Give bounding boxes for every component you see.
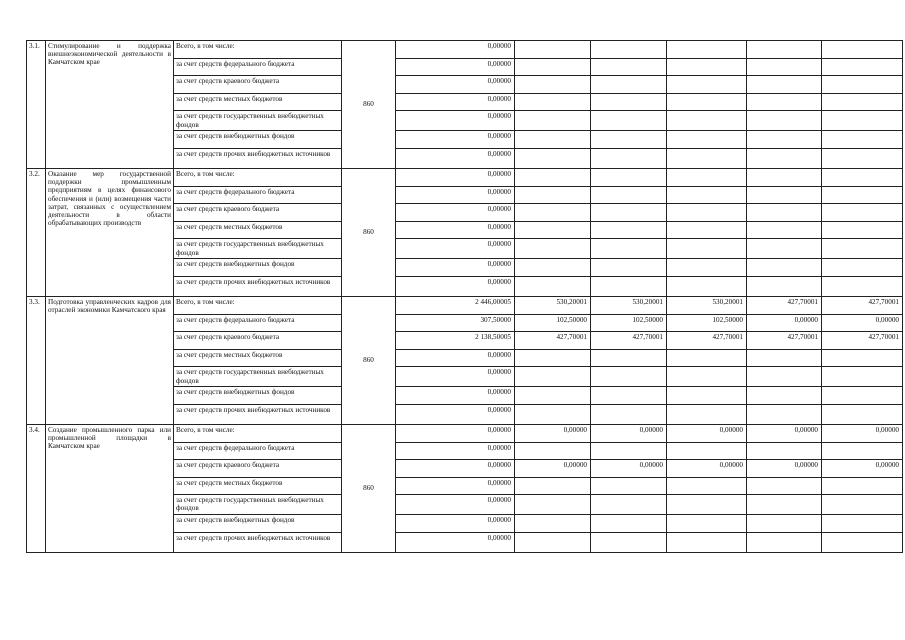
value-cell (515, 404, 591, 424)
value-cell: 0,00000 (396, 442, 515, 460)
value-cell (515, 186, 591, 204)
value-cell (591, 204, 667, 222)
funding-source: за счет средств краевого бюджета (174, 332, 342, 350)
value-cell (667, 168, 747, 186)
value-cell: 0,00000 (822, 424, 903, 442)
value-cell: 427,70001 (515, 332, 591, 350)
value-cell (747, 58, 822, 76)
value-cell (747, 515, 822, 533)
value-cell (747, 532, 822, 552)
value-cell: 427,70001 (747, 332, 822, 350)
value-cell (822, 367, 903, 387)
value-cell (822, 131, 903, 149)
value-cell: 0,00000 (396, 186, 515, 204)
value-cell: 2 138,50005 (396, 332, 515, 350)
value-cell (515, 367, 591, 387)
value-cell (515, 221, 591, 239)
value-cell: 0,00000 (747, 460, 822, 478)
value-cell (747, 186, 822, 204)
funding-source: за счет средств внебюджетных фондов (174, 515, 342, 533)
value-cell (747, 221, 822, 239)
table-row (27, 41, 903, 59)
funding-source: за счет средств федерального бюджета (174, 314, 342, 332)
value-cell (591, 477, 667, 495)
funding-source: Всего, в том числе: (174, 41, 342, 59)
value-cell (667, 76, 747, 94)
value-cell (822, 221, 903, 239)
value-cell (667, 442, 747, 460)
funding-source: за счет средств федерального бюджета (174, 58, 342, 76)
section-number: 3.1. (27, 41, 46, 169)
value-cell: 427,70001 (667, 332, 747, 350)
value-cell (747, 404, 822, 424)
value-cell: 0,00000 (396, 387, 515, 405)
funding-source: за счет средств внебюджетных фондов (174, 259, 342, 277)
value-cell (747, 204, 822, 222)
value-cell (667, 148, 747, 168)
value-cell: 0,00000 (396, 221, 515, 239)
budget-code: 860 (342, 296, 396, 424)
funding-source: за счет средств краевого бюджета (174, 204, 342, 222)
value-cell (667, 495, 747, 515)
funding-source: за счет средств прочих внебюджетных источников (174, 276, 342, 296)
funding-source: за счет средств федерального бюджета (174, 442, 342, 460)
value-cell (591, 76, 667, 94)
funding-source: Всего, в том числе: (174, 296, 342, 314)
value-cell: 0,00000 (667, 424, 747, 442)
budget-code: 860 (342, 168, 396, 296)
value-cell: 0,00000 (396, 131, 515, 149)
value-cell (822, 387, 903, 405)
funding-source: за счет средств местных бюджетов (174, 221, 342, 239)
table-row (27, 168, 903, 186)
value-cell (822, 259, 903, 277)
budget-table (26, 40, 903, 553)
value-cell (822, 515, 903, 533)
value-cell: 0,00000 (396, 41, 515, 59)
value-cell (667, 259, 747, 277)
value-cell: 0,00000 (747, 424, 822, 442)
value-cell: 530,20001 (667, 296, 747, 314)
value-cell (591, 349, 667, 367)
value-cell (667, 221, 747, 239)
value-cell (667, 532, 747, 552)
value-cell (515, 495, 591, 515)
funding-source: за счет средств государственных внебюджетных фондов (174, 367, 342, 387)
value-cell: 427,70001 (591, 332, 667, 350)
value-cell (747, 148, 822, 168)
value-cell (667, 186, 747, 204)
funding-source: за счет средств местных бюджетов (174, 93, 342, 111)
value-cell (515, 148, 591, 168)
value-cell (667, 204, 747, 222)
value-cell: 0,00000 (591, 460, 667, 478)
value-cell: 0,00000 (396, 404, 515, 424)
value-cell (515, 387, 591, 405)
value-cell (822, 93, 903, 111)
value-cell: 0,00000 (396, 58, 515, 76)
value-cell (667, 367, 747, 387)
section-number: 3.2. (27, 168, 46, 296)
value-cell (822, 404, 903, 424)
value-cell (591, 111, 667, 131)
value-cell: 102,50000 (515, 314, 591, 332)
value-cell (822, 239, 903, 259)
value-cell (667, 387, 747, 405)
value-cell: 427,70001 (822, 332, 903, 350)
value-cell (667, 58, 747, 76)
funding-source: за счет средств государственных внебюджетных фондов (174, 239, 342, 259)
value-cell (747, 239, 822, 259)
funding-source: за счет средств государственных внебюджетных фондов (174, 495, 342, 515)
value-cell (747, 111, 822, 131)
value-cell: 0,00000 (667, 460, 747, 478)
value-cell: 0,00000 (396, 424, 515, 442)
value-cell (515, 477, 591, 495)
value-cell (667, 349, 747, 367)
activity-name: Создание промышленного парка или промышленной площадки в Камчатском крае (46, 424, 174, 552)
value-cell (515, 259, 591, 277)
value-cell (515, 93, 591, 111)
funding-source: Всего, в том числе: (174, 424, 342, 442)
value-cell (822, 276, 903, 296)
value-cell (667, 93, 747, 111)
funding-source: за счет средств местных бюджетов (174, 349, 342, 367)
value-cell (667, 111, 747, 131)
value-cell (591, 259, 667, 277)
value-cell (591, 58, 667, 76)
section-number: 3.4. (27, 424, 46, 552)
value-cell (591, 367, 667, 387)
value-cell: 0,00000 (396, 532, 515, 552)
value-cell: 0,00000 (396, 204, 515, 222)
funding-source: за счет средств прочих внебюджетных источников (174, 532, 342, 552)
funding-source: за счет средств прочих внебюджетных источников (174, 404, 342, 424)
value-cell: 0,00000 (822, 314, 903, 332)
table-body (27, 41, 903, 553)
value-cell: 2 446,00005 (396, 296, 515, 314)
value-cell (747, 387, 822, 405)
value-cell (822, 186, 903, 204)
value-cell (747, 442, 822, 460)
value-cell (747, 349, 822, 367)
funding-source: за счет средств прочих внебюджетных источников (174, 148, 342, 168)
value-cell (591, 221, 667, 239)
value-cell (747, 276, 822, 296)
value-cell (822, 41, 903, 59)
value-cell (667, 404, 747, 424)
value-cell: 0,00000 (747, 314, 822, 332)
value-cell: 0,00000 (396, 148, 515, 168)
value-cell (591, 41, 667, 59)
activity-name: Подготовка управленческих кадров для отраслей экономики Камчатского края (46, 296, 174, 424)
value-cell (747, 76, 822, 94)
value-cell (747, 495, 822, 515)
value-cell: 427,70001 (747, 296, 822, 314)
value-cell: 0,00000 (396, 276, 515, 296)
value-cell: 0,00000 (396, 477, 515, 495)
value-cell (515, 111, 591, 131)
value-cell (515, 532, 591, 552)
value-cell (591, 495, 667, 515)
value-cell: 0,00000 (396, 460, 515, 478)
value-cell (747, 41, 822, 59)
value-cell (747, 93, 822, 111)
value-cell (822, 495, 903, 515)
value-cell: 0,00000 (396, 93, 515, 111)
value-cell (515, 349, 591, 367)
funding-source: за счет средств внебюджетных фондов (174, 131, 342, 149)
value-cell (822, 532, 903, 552)
value-cell (591, 515, 667, 533)
value-cell: 0,00000 (396, 111, 515, 131)
value-cell: 0,00000 (396, 349, 515, 367)
value-cell (747, 131, 822, 149)
value-cell (747, 259, 822, 277)
value-cell (591, 148, 667, 168)
value-cell (822, 168, 903, 186)
value-cell (591, 93, 667, 111)
value-cell (515, 58, 591, 76)
value-cell: 0,00000 (396, 168, 515, 186)
budget-code: 860 (342, 41, 396, 169)
value-cell (591, 276, 667, 296)
value-cell (591, 131, 667, 149)
funding-source: за счет средств федерального бюджета (174, 186, 342, 204)
value-cell: 0,00000 (396, 495, 515, 515)
value-cell (591, 532, 667, 552)
value-cell (667, 276, 747, 296)
value-cell (667, 239, 747, 259)
value-cell (822, 442, 903, 460)
value-cell (667, 41, 747, 59)
value-cell (515, 276, 591, 296)
value-cell (515, 515, 591, 533)
value-cell: 0,00000 (822, 460, 903, 478)
activity-name: Оказание мер государственной поддержки промышленным предприятиям в целях финансового обеспечения и (или) возмещения части затрат, связанных с осуществлением деятельности в области обрабатывающих производств (46, 168, 174, 296)
value-cell (591, 442, 667, 460)
value-cell (667, 477, 747, 495)
value-cell (515, 41, 591, 59)
value-cell (822, 477, 903, 495)
funding-source: за счет средств государственных внебюджетных фондов (174, 111, 342, 131)
value-cell (667, 515, 747, 533)
value-cell (822, 148, 903, 168)
value-cell: 0,00000 (591, 424, 667, 442)
value-cell (822, 204, 903, 222)
budget-code: 860 (342, 424, 396, 552)
value-cell (822, 58, 903, 76)
value-cell: 530,20001 (591, 296, 667, 314)
value-cell (515, 76, 591, 94)
section-number: 3.3. (27, 296, 46, 424)
funding-source: Всего, в том числе: (174, 168, 342, 186)
value-cell (822, 76, 903, 94)
funding-source: за счет средств краевого бюджета (174, 76, 342, 94)
value-cell (515, 442, 591, 460)
value-cell: 0,00000 (515, 460, 591, 478)
value-cell (822, 111, 903, 131)
value-cell (591, 168, 667, 186)
value-cell (515, 239, 591, 259)
value-cell (591, 404, 667, 424)
value-cell: 0,00000 (515, 424, 591, 442)
value-cell (515, 168, 591, 186)
funding-source: за счет средств краевого бюджета (174, 460, 342, 478)
value-cell: 0,00000 (396, 239, 515, 259)
value-cell (747, 477, 822, 495)
value-cell: 102,50000 (667, 314, 747, 332)
value-cell: 0,00000 (396, 367, 515, 387)
value-cell: 0,00000 (396, 515, 515, 533)
value-cell (591, 239, 667, 259)
funding-source: за счет средств внебюджетных фондов (174, 387, 342, 405)
value-cell: 530,20001 (515, 296, 591, 314)
table-row (27, 296, 903, 314)
value-cell (515, 204, 591, 222)
value-cell: 0,00000 (396, 76, 515, 94)
funding-source: за счет средств местных бюджетов (174, 477, 342, 495)
value-cell (591, 387, 667, 405)
table-row (27, 424, 903, 442)
value-cell (747, 367, 822, 387)
value-cell (747, 168, 822, 186)
value-cell: 307,50000 (396, 314, 515, 332)
value-cell (591, 186, 667, 204)
value-cell: 0,00000 (396, 259, 515, 277)
value-cell (822, 349, 903, 367)
value-cell (667, 131, 747, 149)
value-cell: 102,50000 (591, 314, 667, 332)
value-cell: 427,70001 (822, 296, 903, 314)
value-cell (515, 131, 591, 149)
activity-name: Стимулирование и поддержка внешнеэкономической деятельности в Камчатском крае (46, 41, 174, 169)
